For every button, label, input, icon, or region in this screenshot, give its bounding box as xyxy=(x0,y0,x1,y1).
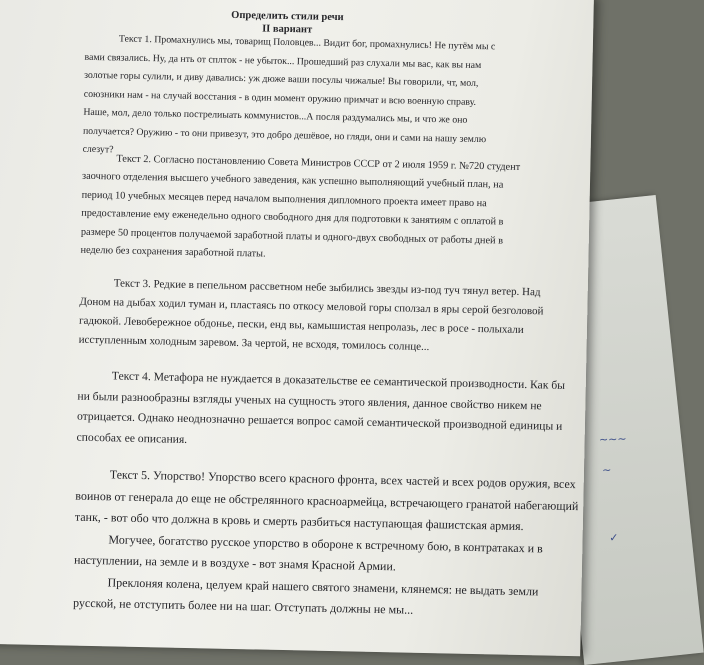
text-line: Текст 2. Согласно постановлению Совета Министров СССР от 2 июля 1959 г. №720 студент xyxy=(116,153,521,173)
text-line: Текст 1. Промахнулись мы, товарищ Половцев... Видит бог, промахнулись! Не путём мы с xyxy=(118,33,496,53)
handwritten-mark: ✓ xyxy=(609,531,619,545)
text-3-paragraph xyxy=(78,274,557,360)
text-2-paragraph xyxy=(80,150,560,270)
variant-label: II вариант xyxy=(262,23,313,36)
text-line: Доном на дыбах ходил туман и, пластаясь по откосу меловой горы сползал в яры серой безголовой xyxy=(79,295,544,318)
text-line: воинов от генерала до еще не обстрелянного красноармейца, встречающего гранатой набегающий xyxy=(75,488,579,513)
handwritten-mark: ~ xyxy=(601,463,612,477)
text-line: Текст 3. Редкие в пепельном рассветном небе зыбились звезды из-под туч тянул ветер. Над xyxy=(113,277,541,299)
text-1-paragraph xyxy=(82,30,563,169)
text-line: союзники нам - на случай восстания - в один момент оружию примчат и всю военную справу. xyxy=(83,88,477,108)
text-line: исступленным холодным заревом. За чертой, не всходя, томилось солнце... xyxy=(78,333,430,354)
text-line: золотые горы сулили, и диву давались: уж дюже ваши посулы чижалые! Вы говорили, чт, мол, xyxy=(84,69,479,90)
text-line: ни были разнообразны взгляды ученых на сущность этого явления, данное свойство никем не xyxy=(77,389,542,412)
text-line: танк, - вот обо что должна в кровь и смерть разбиться наступающая фашистская армия. xyxy=(74,509,524,534)
text-5-paragraph xyxy=(72,464,579,624)
text-line: получается? Оружию - то они привезут, это добро дешёвое, но гляди, они и сами на нашу землю xyxy=(82,125,487,145)
text-line: Преклоняя колена, целуем край нашего святого знамени, клянемся: не выдать земли xyxy=(107,574,539,598)
text-line: отрицается. Однако неоднозначно решается вопрос самой семантической производной единицы и xyxy=(76,409,563,433)
text-line: предоставление ему еженедельно одного свободного дня для подготовки к занятиям с оплатой в xyxy=(81,207,504,228)
text-line: Наше, мол, дело только пострелиыать коммунистов...А посля раздумались мы, и что же оно xyxy=(83,106,468,126)
text-line: заочного отделения высшего учебного заведения, как успешно выполняющий учебный план, на xyxy=(81,171,504,191)
text-line: Текст 5. Упорство! Упорство всего красного фронта, всех частей и всех родов оружия, всех xyxy=(109,467,576,492)
text-line: Текст 4. Метафора не нуждается в доказательстве ее семантической производности. Как бы xyxy=(111,369,566,392)
text-line: слезут? xyxy=(82,143,114,156)
text-line: наступлении, на земле и в воздухе - вот знамя Красной Армии. xyxy=(73,552,397,574)
text-line: вами связались. Ну, да нть от сплток - не убыток... Прошедший раз слухали мы вас, как вы нам xyxy=(84,51,482,71)
text-line: русской, не отступить более ни на шаг. Отступать должны не мы... xyxy=(72,595,414,617)
text-line: способах ее описания. xyxy=(76,430,188,446)
text-line: Могучее, богатство русское упорство в обороне к встречному бою, в контратаках и в xyxy=(108,531,543,555)
text-line: период 10 учебных месяцев перед началом выполнения дипломного проекта имеет право на xyxy=(81,189,487,210)
text-line: размере 50 процентов получаемой заработной платы и одного-двух свободных от работы дней в xyxy=(80,226,504,247)
text-4-paragraph xyxy=(76,366,566,458)
handwritten-mark: ~~~ xyxy=(598,432,627,447)
text-line: неделю без сохранения заработной платы. xyxy=(80,244,266,260)
text-line: гадюкой. Левобережное обдонье, пески, енд вы, камышистая непролазь, лес в росе - полыхали xyxy=(78,314,524,337)
page-title: Определить стили речи xyxy=(231,9,344,24)
